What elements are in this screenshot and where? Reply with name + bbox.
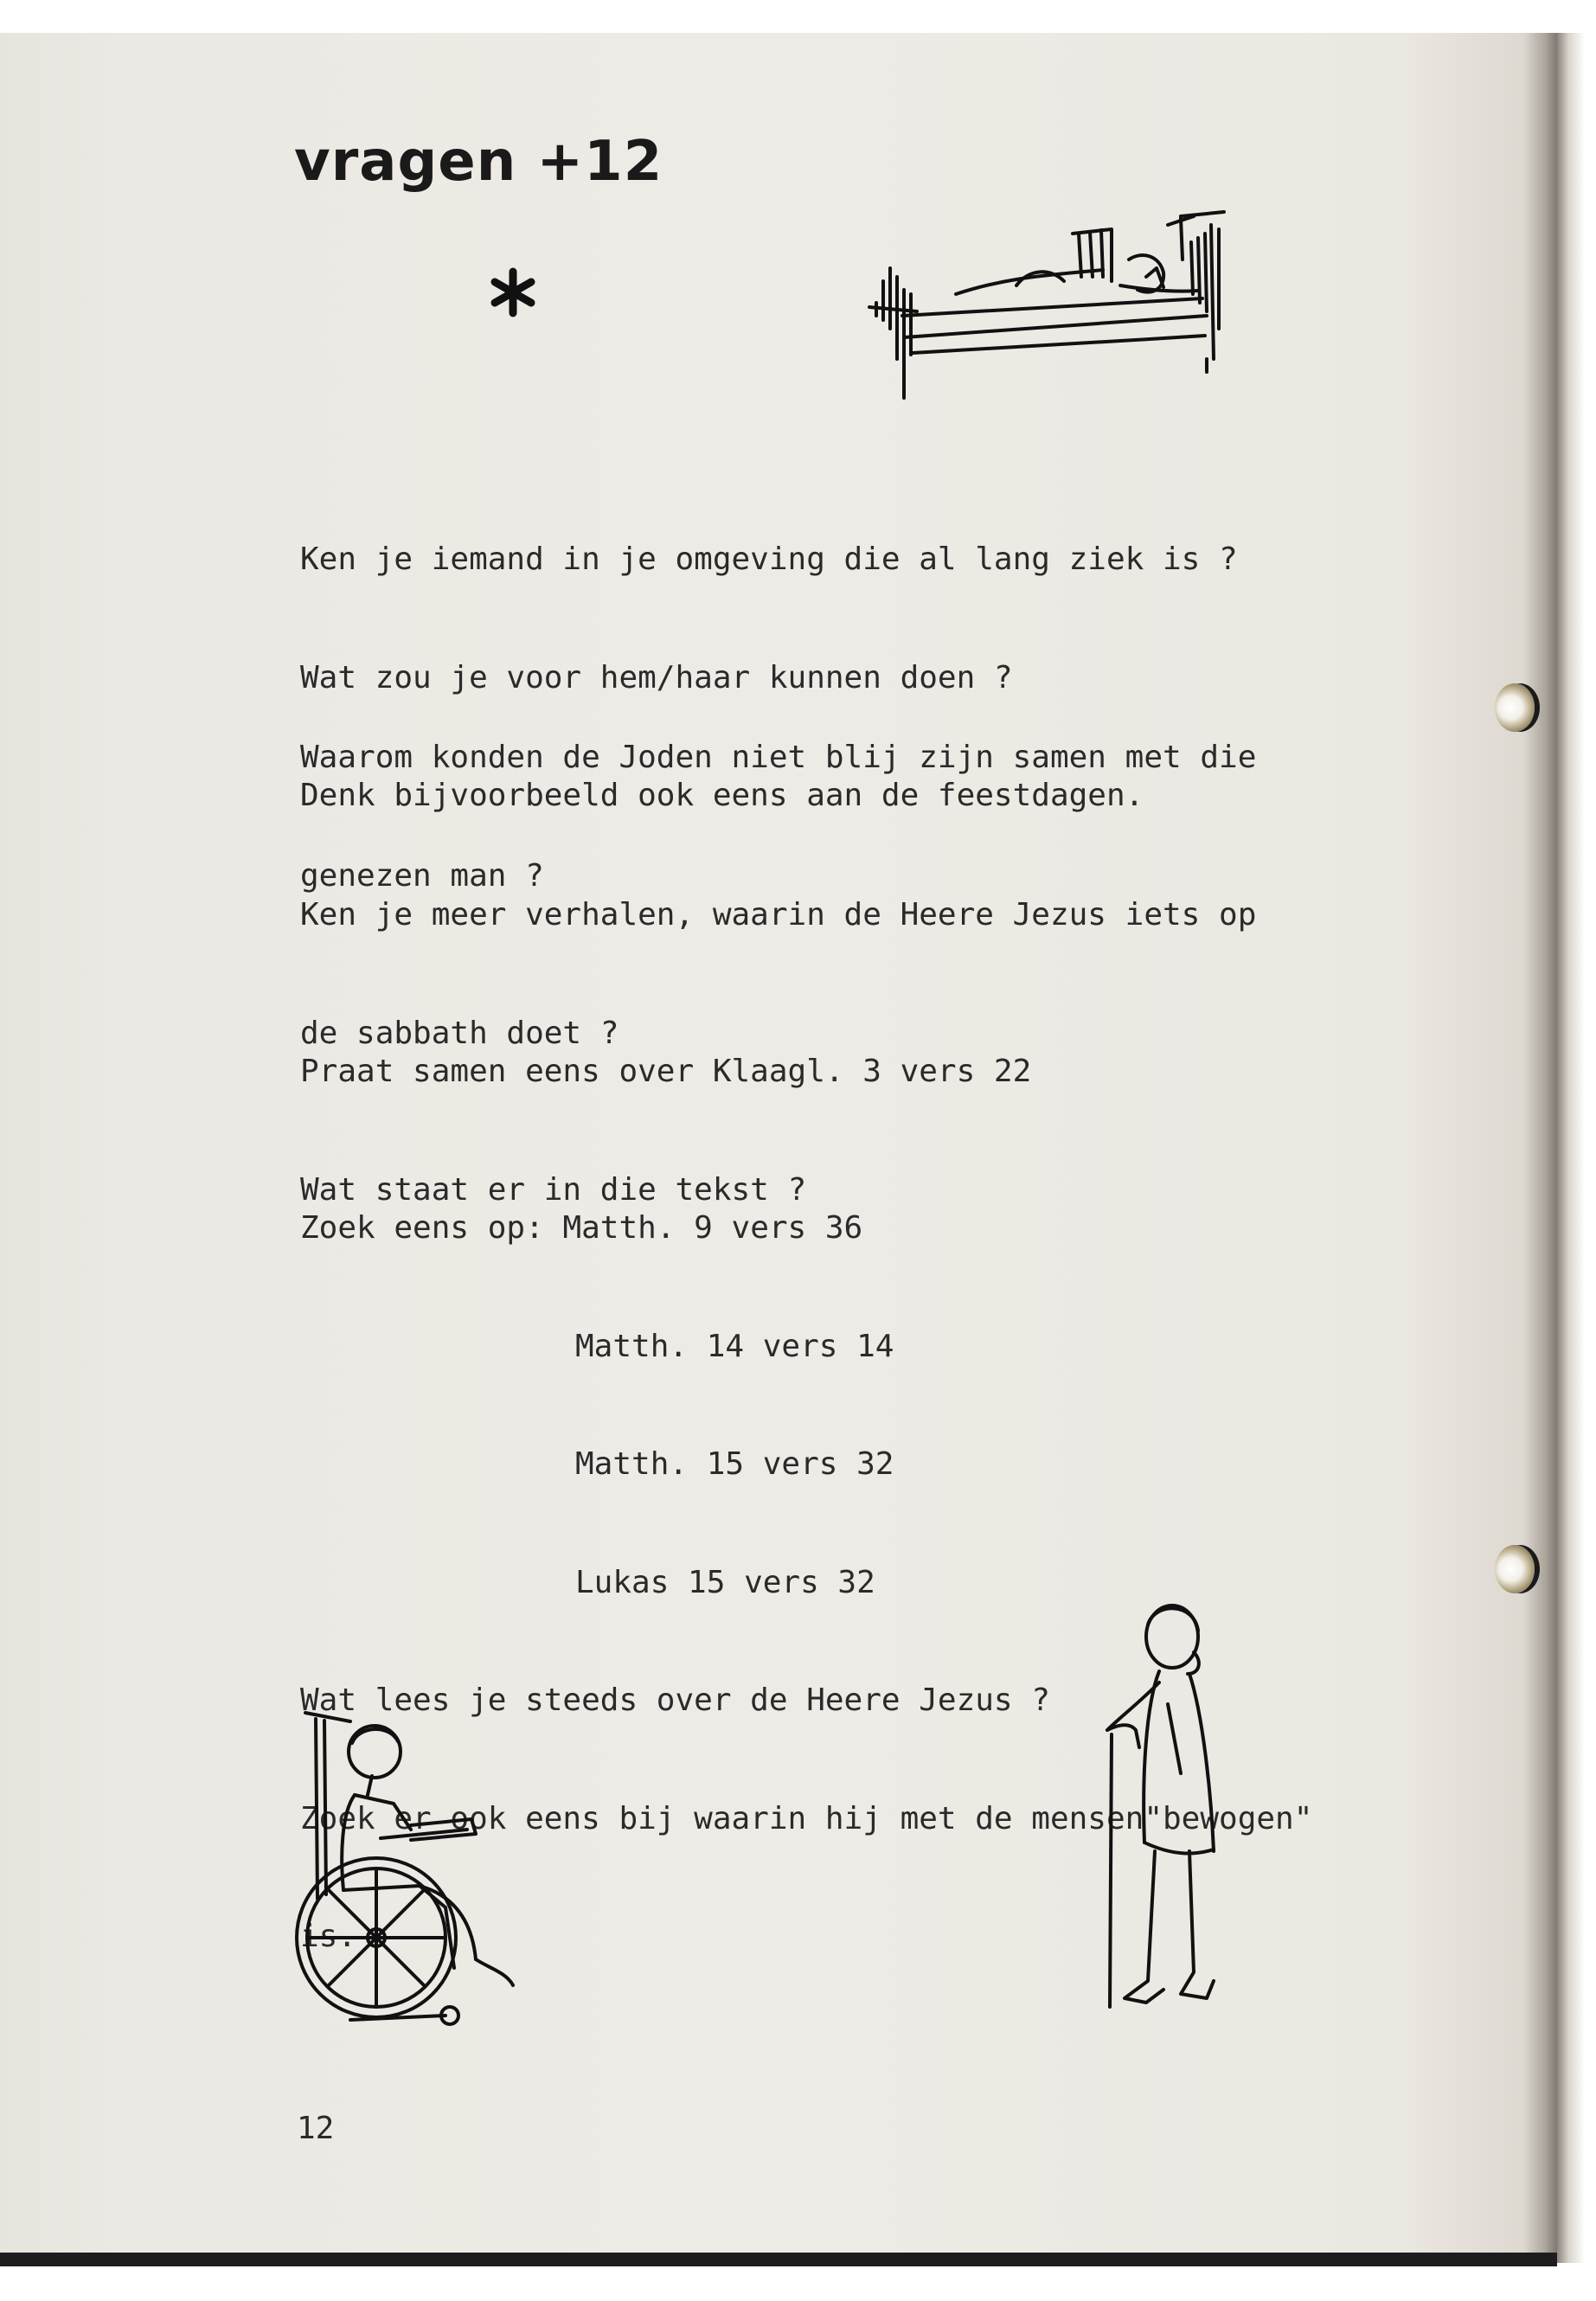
page-number: 12 — [297, 2111, 335, 2146]
text-line: Denk bijvoorbeeld ook eens aan de feestdagen. — [300, 778, 1144, 813]
text-line: Ken je meer verhalen, waarin de Heere Jezus iets op — [300, 897, 1257, 933]
text-line: Praat samen eens over Klaagl. 3 vers 22 — [300, 1054, 1032, 1089]
lookup-line-4 — [300, 1563, 1312, 1603]
elderly-woman-with-cane-drawing-icon — [1094, 1600, 1250, 2024]
text-line: Ken je iemand in je omgeving die al lang ziek is ? — [300, 542, 1238, 577]
wheelchair-child-drawing-icon — [298, 1708, 541, 2029]
bottom-edge-band — [0, 2253, 1557, 2266]
page-edge — [1557, 33, 1596, 2263]
scripture-reference: Matth. 9 vers 36 — [562, 1210, 863, 1246]
punch-hole-bottom — [1495, 1545, 1535, 1593]
page-title: vragen +12 — [294, 130, 663, 194]
text-line: de sabbath doet ? — [300, 1015, 619, 1051]
scripture-reference: Lukas 15 vers 32 — [575, 1564, 875, 1600]
sickbed-drawing-icon — [852, 208, 1233, 402]
lookup-line-1 — [300, 1208, 1312, 1248]
lookup-line-2 — [300, 1327, 1312, 1367]
text-line: genezen man ? — [300, 857, 544, 894]
lookup-lead: Zoek eens op: — [300, 1210, 544, 1246]
text-line: Zoek er ook eens bij waarin hij met de mensen"bewogen" — [300, 1800, 1313, 1836]
text-line: is. — [300, 1919, 357, 1954]
binding-shadow — [1522, 33, 1561, 2263]
asterisk-ornament-icon — [487, 266, 539, 318]
punch-hole-top — [1495, 683, 1535, 732]
text-line: Wat staat er in die tekst ? — [300, 1171, 807, 1208]
lookup-line-3 — [300, 1445, 1312, 1484]
text-line: Wat zou je voor hem/haar kunnen doen ? — [300, 659, 1013, 695]
text-line: Waarom konden de Joden niet blij zijn samen met die — [300, 740, 1257, 775]
text-line: Wat lees je steeds over de Heere Jezus ? — [300, 1682, 1050, 1718]
scripture-reference: Matth. 14 vers 14 — [575, 1328, 894, 1364]
scripture-reference: Matth. 15 vers 32 — [575, 1446, 894, 1482]
